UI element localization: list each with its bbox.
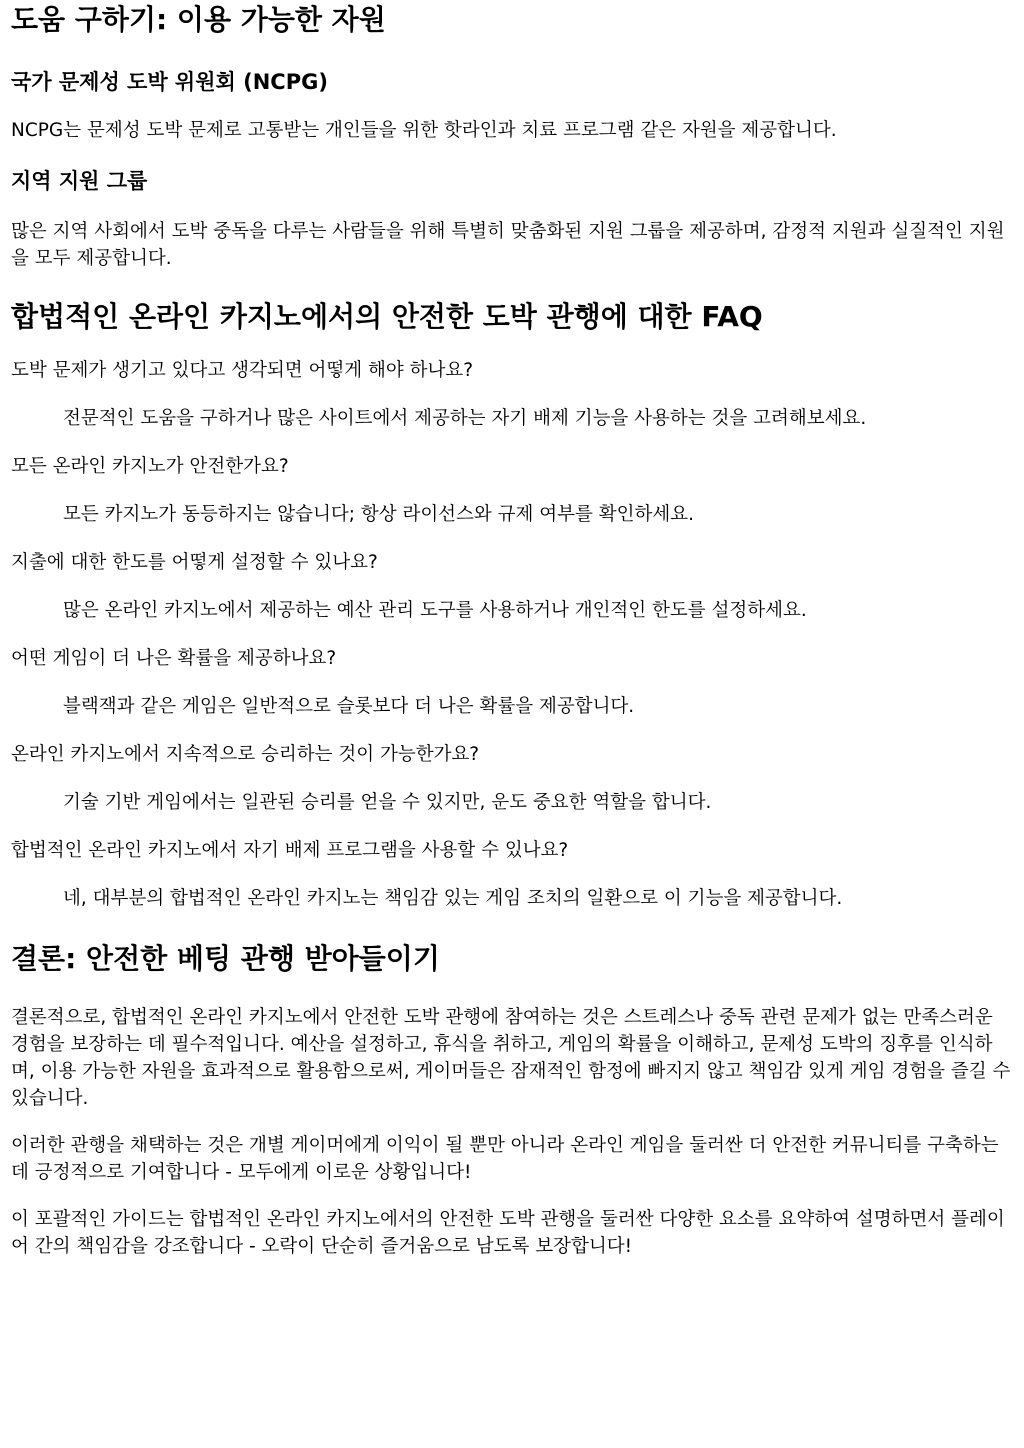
faq-answer: 많은 온라인 카지노에서 제공하는 예산 관리 도구를 사용하거나 개인적인 한도를 설정하세요.: [63, 600, 807, 621]
faq-item: [11, 837, 1014, 912]
faq-question: 어떤 게임이 더 나은 확률을 제공하나요?: [11, 648, 337, 669]
local-support-title: 지역 지원 그룹: [11, 169, 148, 193]
faq-item: [11, 645, 1014, 720]
faq-question: 합법적인 온라인 카지노에서 자기 배제 프로그램을 사용할 수 있나요?: [11, 840, 569, 861]
faq-list: [11, 357, 1014, 912]
faq-question: 온라인 카지노에서 지속적으로 승리하는 것이 가능한가요?: [11, 744, 480, 765]
conclusion-paragraph: 이 포괄적인 가이드는 합법적인 온라인 카지노에서의 안전한 도박 관행을 둘러싼 다양한 요소를 요약하여 설명하면서 플레이어 간의 책임감을 강조합니다 - 오락이 단순히 즐거움으로 남도록 보장합니다!: [11, 1209, 1005, 1257]
ncpg-title: 국가 문제성 도박 위원회 (NCPG): [11, 70, 328, 94]
conclusion-heading: 결론: 안전한 베팅 관행 받아들이기: [11, 942, 440, 975]
faq-item: [11, 453, 1014, 528]
conclusion-paragraph: 이러한 관행을 채택하는 것은 개별 게이머에게 이익이 될 뿐만 아니라 온라인 게임을 둘러싼 더 안전한 커뮤니티를 구축하는 데 긍정적으로 기여합니다 - 모두에게 이로운 상황입니다!: [11, 1135, 999, 1183]
faq-item: [11, 741, 1014, 816]
conclusion-paragraph: 결론적으로, 합법적인 온라인 카지노에서 안전한 도박 관행에 참여하는 것은 스트레스나 중독 관련 문제가 없는 만족스러운 경험을 보장하는 데 필수적입니다. 예산을 설정하고, 휴식을 취하고, 게임의 확률을 이해하고, 문제성 도박의 징후를 인식하며, 이용 가능한 자원을 효과적으로 활용함으로써, 게이머들은 잠재적인 함정에 빠지지 않고 책임감 있게 게임 경험을 즐길 수 있습니다.: [11, 1007, 1011, 1109]
faq-item: [11, 549, 1014, 624]
faq-answer: 기술 기반 게임에서는 일관된 승리를 얻을 수 있지만, 운도 중요한 역할을 합니다.: [63, 792, 712, 813]
resources-heading: 도움 구하기: 이용 가능한 자원: [11, 3, 386, 36]
conclusion-section: [11, 939, 1014, 1260]
resources-section: [11, 0, 1014, 272]
faq-heading: 합법적인 온라인 카지노에서의 안전한 도박 관행에 대한 FAQ: [11, 300, 763, 333]
faq-question: 도박 문제가 생기고 있다고 생각되면 어떻게 해야 하나요?: [11, 360, 474, 381]
faq-answer: 모든 카지노가 동등하지는 않습니다; 항상 라이선스와 규제 여부를 확인하세요.: [63, 504, 695, 525]
faq-answer: 네, 대부분의 합법적인 온라인 카지노는 책임감 있는 게임 조치의 일환으로 이 기능을 제공합니다.: [63, 888, 843, 909]
faq-question: 지출에 대한 한도를 어떻게 설정할 수 있나요?: [11, 552, 378, 573]
faq-item: [11, 357, 1014, 432]
ncpg-text: NCPG는 문제성 도박 문제로 고통받는 개인들을 위한 핫라인과 치료 프로그램 같은 자원을 제공합니다.: [11, 120, 837, 141]
faq-answer: 전문적인 도움을 구하거나 많은 사이트에서 제공하는 자기 배제 기능을 사용하는 것을 고려해보세요.: [63, 408, 867, 429]
faq-section: [11, 297, 1014, 912]
faq-question: 모든 온라인 카지노가 안전한가요?: [11, 456, 289, 477]
faq-answer: 블랙잭과 같은 게임은 일반적으로 슬롯보다 더 나은 확률을 제공합니다.: [63, 696, 635, 717]
local-support-text: 많은 지역 사회에서 도박 중독을 다루는 사람들을 위해 특별히 맞춤화된 지원 그룹을 제공하며, 감정적 지원과 실질적인 지원을 모두 제공합니다.: [11, 221, 1005, 269]
